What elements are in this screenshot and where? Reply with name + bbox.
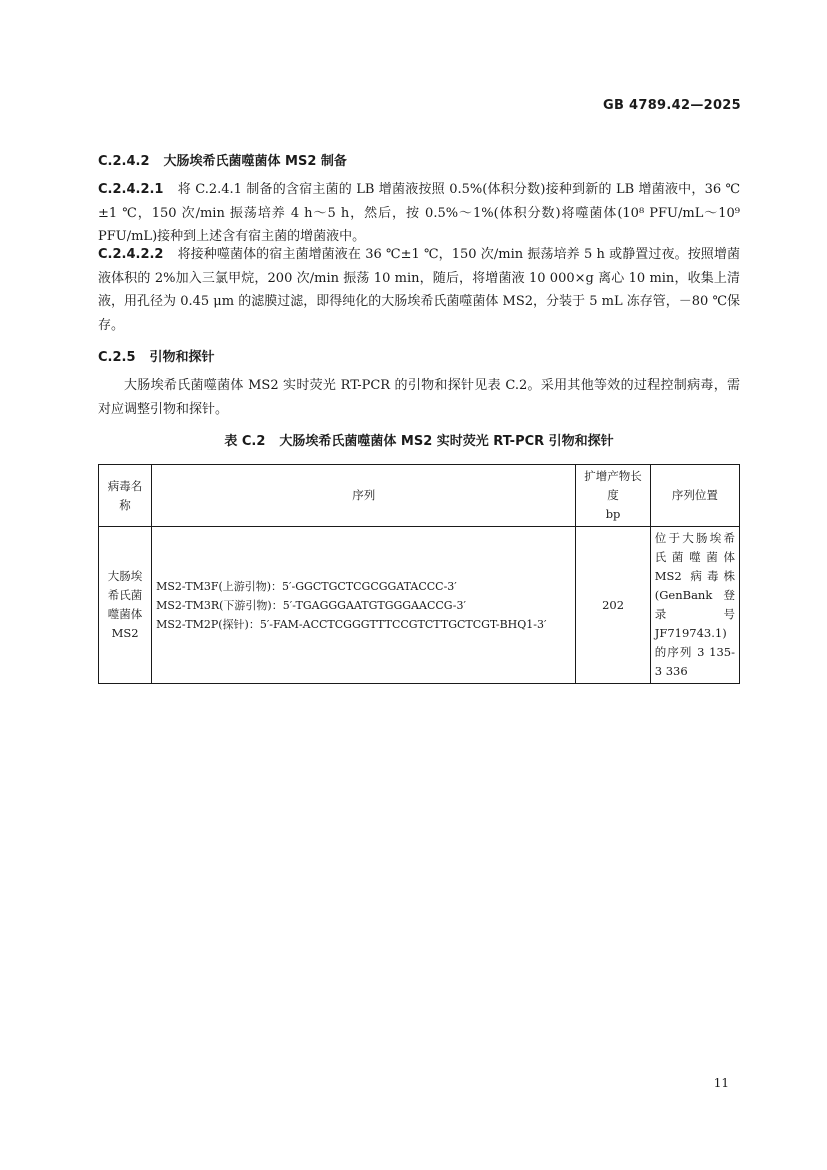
sequence-reverse-primer: MS2-TM3R(下游引物)：5′-TGAGGGAATGTGGGAACCG-3′ <box>156 598 466 612</box>
section-heading-c242 <box>98 150 347 169</box>
primer-probe-table <box>98 464 740 684</box>
cell-sequences <box>152 527 576 684</box>
table-caption-title: 大肠埃希氏菌噬菌体 MS2 实时荧光 RT-PCR 引物和探针 <box>279 434 614 449</box>
paragraph-c2421 <box>98 178 740 249</box>
header-amplicon-unit: bp <box>605 507 621 521</box>
sequence-probe: MS2-TM2P(探针)：5′-FAM-ACCTCGGGTTTCCGTCTTGCTCGT-BHQ1-3′ <box>156 617 547 631</box>
paragraph-c2422 <box>98 243 740 337</box>
page-number: 11 <box>713 1076 729 1090</box>
section-heading-c25 <box>98 346 215 365</box>
standard-number: GB 4789.42—2025 <box>603 98 741 113</box>
header-amplicon-length <box>576 465 650 527</box>
paragraph-number: C.2.4.2.2 <box>98 247 164 262</box>
header-virus-name: 病毒名称 <box>99 465 152 527</box>
table-caption-number: 表 C.2 <box>224 434 266 449</box>
paragraph-c25: 大肠埃希氏菌噬菌体 MS2 实时荧光 RT-PCR 的引物和探针见表 C.2。采用其他等效的过程控制病毒，需对应调整引物和探针。 <box>98 378 740 417</box>
header-sequence-position: 序列位置 <box>650 465 739 527</box>
paragraph-text: 将 C.2.4.1 制备的含宿主菌的 LB 增菌液按照 0.5%(体积分数)接种到新的 LB 增菌液中，36 ℃±1 ℃，150 次/min 振荡培养 4 h～5 h，然后，按 0.5%～1%(体积分数)将噬菌体(10⁸ PFU/mL～10⁹ PFU/mL)接种到上述含有宿主菌的增菌液中。 <box>98 182 740 244</box>
section-title: 引物和探针 <box>149 350 215 365</box>
header-amplicon-length-label: 扩增产物长度 <box>584 469 642 502</box>
table-header-row <box>99 465 740 527</box>
paragraph-text: 将接种噬菌体的宿主菌增菌液在 36 ℃±1 ℃，150 次/min 振荡培养 5 h 或静置过夜。按照增菌液体积的 2%加入三氯甲烷，200 次/min 振荡 10 min，随后，将增菌液 10 000×g 离心 10 min，收集上清液，用孔径为 0.45 μm 的滤膜过滤，即得纯化的大肠埃希氏菌噬菌体 MS2，分装于 5 mL 冻存管，－80 ℃保存。 <box>98 247 740 333</box>
paragraph-number: C.2.4.2.1 <box>98 182 164 197</box>
section-title: 大肠埃希氏菌噬菌体 MS2 制备 <box>163 154 347 169</box>
cell-sequence-position: 位于大肠埃希氏菌噬菌体 MS2 病毒株 (GenBank 登录号 JF719743.1) 的序列 3 135-3 336 <box>650 527 739 684</box>
cell-virus-name: 大肠埃希氏菌噬菌体 MS2 <box>99 527 152 684</box>
sequence-forward-primer: MS2-TM3F(上游引物)：5′-GGCTGCTCGCGGATACCC-3′ <box>156 579 457 593</box>
section-number: C.2.5 <box>98 350 136 365</box>
table-caption <box>98 430 740 449</box>
section-number: C.2.4.2 <box>98 154 150 169</box>
cell-amplicon-length: 202 <box>576 527 650 684</box>
header-sequence: 序列 <box>152 465 576 527</box>
table-row <box>99 527 740 684</box>
